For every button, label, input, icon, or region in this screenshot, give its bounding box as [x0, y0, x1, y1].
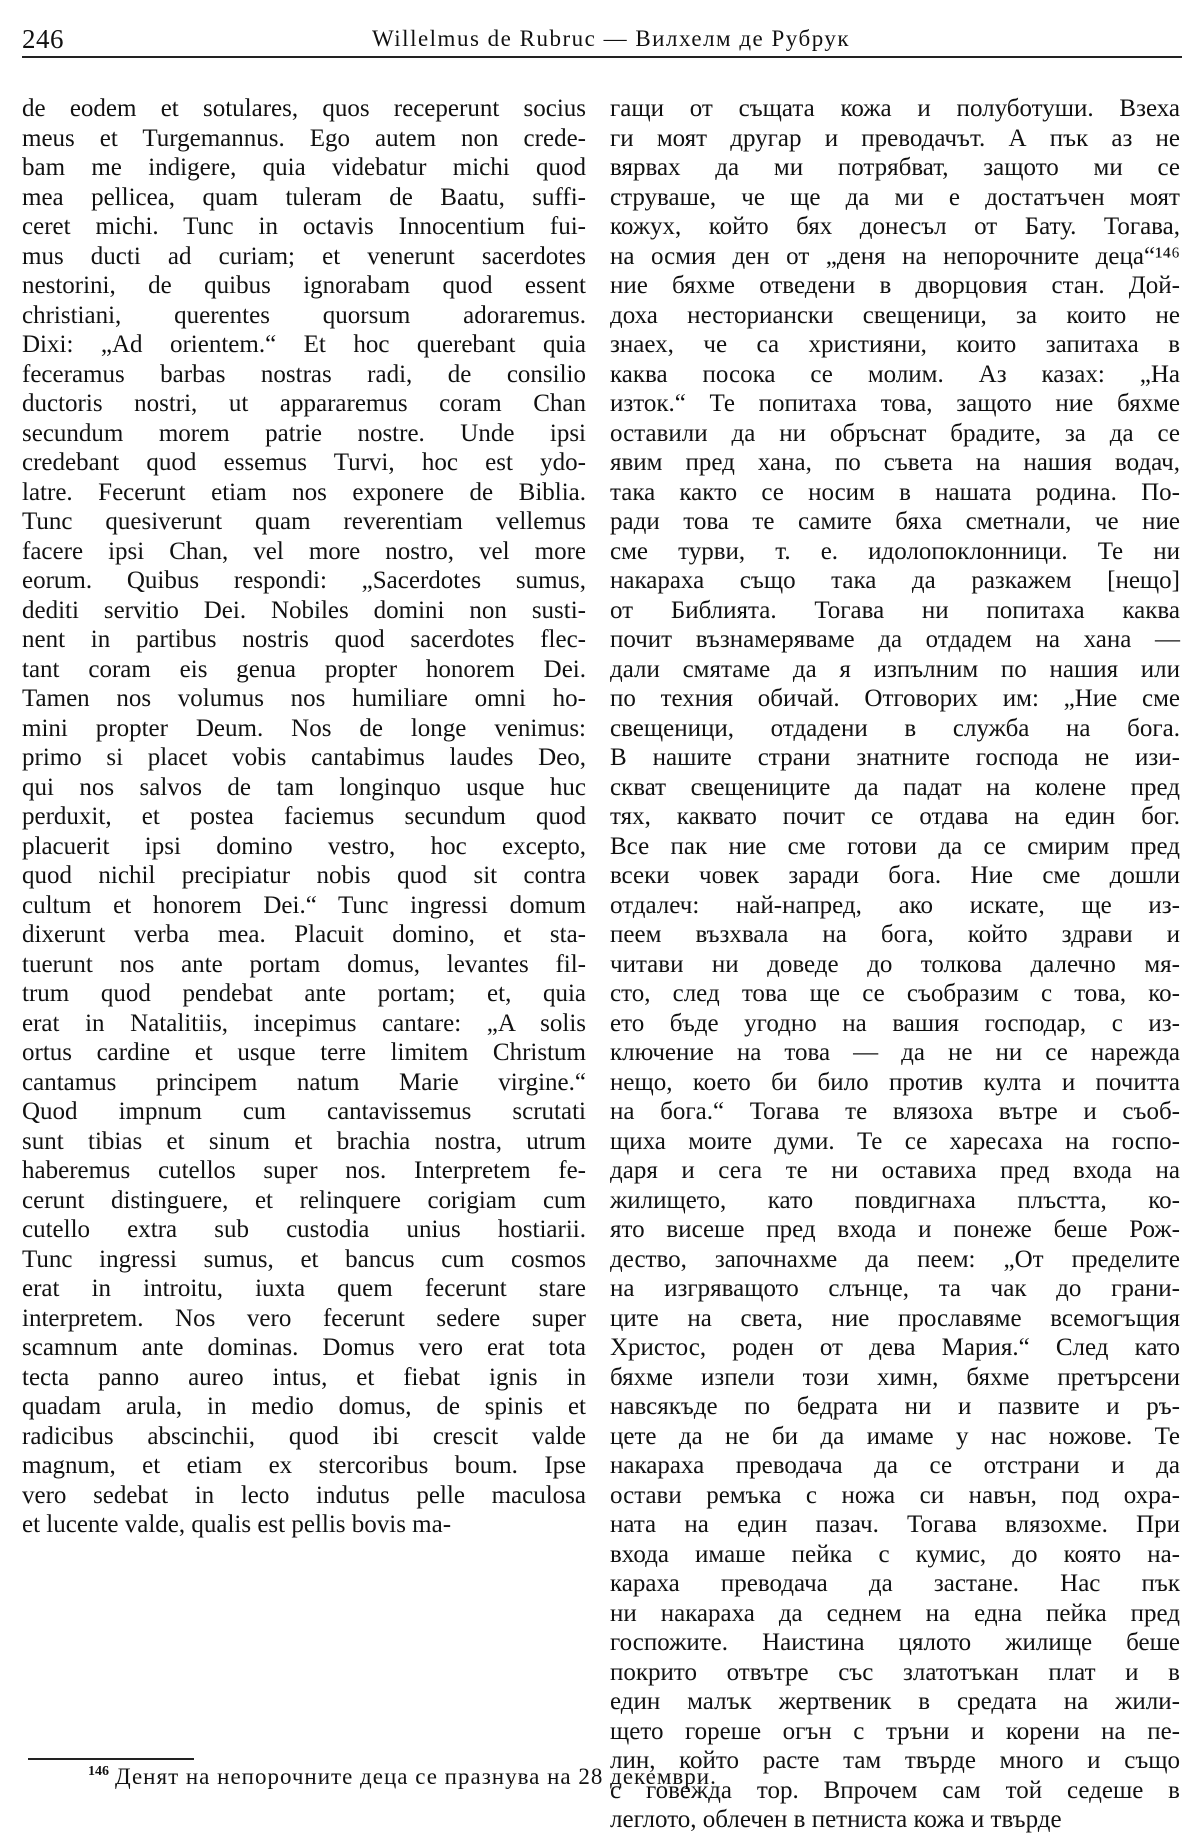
- text-line: bam me indigere, quia videbatur michi quod: [22, 154, 586, 181]
- text-line: даря и сега те ни оставиха пред входа на: [610, 1157, 1180, 1184]
- text-line: свещеници, отдадени в служба на бога.: [610, 714, 1180, 742]
- text-line: radicibus abscinchii, quod ibi crescit valde: [22, 1422, 586, 1450]
- text-line: щето гореше огън с тръни и корени на пе-: [610, 1717, 1180, 1745]
- text-line: В нашите страни знатните господа не изи-: [610, 744, 1180, 771]
- text-line: Tunc quesiverunt quam reverentiam vellemus: [22, 508, 586, 535]
- text-line: навсякъде по бедрата ни и пазвите и ръ-: [610, 1393, 1180, 1420]
- text-line: qui nos salvos de tam longinquo usque huc: [22, 773, 586, 801]
- text-line: от Библията. Тогава ни попитаха каква: [610, 596, 1180, 624]
- text-line: cutello extra sub custodia unius hostiarii.: [22, 1216, 586, 1243]
- text-line: de eodem et sotulares, quos receperunt socius: [22, 95, 586, 122]
- text-line: по техния обичай. Отговорих им: „Ние сме: [610, 685, 1180, 712]
- text-line: струваше, че ще да ми е достатъчен моят: [610, 183, 1180, 211]
- text-line: latre. Fecerunt etiam nos exponere de Biblia.: [22, 478, 586, 506]
- text-line: кожух, който бях донесъл от Бату. Тогава,: [610, 213, 1180, 240]
- text-line: Tunc ingressi sumus, et bancus cum cosmos: [22, 1245, 586, 1273]
- text-line: Все пак ние сме готови да се смирим пред: [610, 832, 1180, 860]
- text-line: каква посока се молим. Аз казах: „На: [610, 360, 1180, 388]
- text-line: vero sedebat in lecto indutus pelle maculosa: [22, 1481, 586, 1509]
- text-line: dediti servitio Dei. Nobiles domini non susti-: [22, 596, 586, 624]
- text-line: бяхме изпели този химн, бяхме претърсени: [610, 1363, 1180, 1391]
- text-line: mini propter Deum. Nos de longe venimus:: [22, 714, 586, 742]
- text-line: така както се носим в нашата родина. По-: [610, 478, 1180, 506]
- text-line: perduxit, et postea faciemus secundum quod: [22, 803, 586, 830]
- text-line: скват свещениците да падат на колене пред: [610, 773, 1180, 801]
- text-line: cerunt distinguere, et relinquere corigiam cum: [22, 1186, 586, 1214]
- footnote-marker: 146: [88, 1764, 109, 1780]
- text-line: meus et Turgemannus. Ego autem non crede-: [22, 124, 586, 152]
- text-line: дество, започнахме да пеем: „От пределите: [610, 1245, 1180, 1273]
- text-line: на изгряващото слънце, та чак до грани-: [610, 1275, 1180, 1302]
- text-line: cultum et honorem Dei.“ Tunc ingressi domum: [22, 891, 586, 919]
- running-title: Willelmus de Rubruc — Вилхелм де Рубрук: [372, 26, 851, 51]
- text-line: ние бяхме отведени в дворцовия стан. Дой-: [610, 272, 1180, 299]
- text-line: feceramus barbas nostras radi, de consilio: [22, 360, 586, 388]
- text-line: erat in Natalitiis, incepimus cantare: „A solis: [22, 1009, 586, 1037]
- footnote-text: Денят на непорочните деца се празнува на 28 декември.: [115, 1764, 717, 1789]
- text-line: ято висеше пред входа и понеже беше Рож-: [610, 1216, 1180, 1243]
- text-line: входа имаше пейка с кумис, до която на-: [610, 1540, 1180, 1568]
- footnote-divider: [28, 1758, 194, 1760]
- text-line: госпожите. Наистина цялото жилище беше: [610, 1629, 1180, 1656]
- text-line: placuerit ipsi domino vestro, hoc excepto,: [22, 832, 586, 860]
- text-line: cantamus principem natum Marie virgine.“: [22, 1068, 586, 1096]
- text-line: sunt tibias et sinum et brachia nostra, utrum: [22, 1127, 586, 1155]
- text-line: tuerunt nos ante portam domus, levantes fil-: [22, 950, 586, 978]
- text-line: interpretem. Nos vero fecerunt sedere super: [22, 1304, 586, 1332]
- text-line: покрито отвътре със златотъкан плат и в: [610, 1658, 1180, 1686]
- text-line: Dixi: „Ad orientem.“ Et hoc querebant quia: [22, 331, 586, 358]
- text-line: Христос, роден от дева Мария.“ След като: [610, 1334, 1180, 1361]
- text-line: et lucente valde, qualis est pellis bovis ma-: [22, 1511, 452, 1538]
- text-line: пеем възхвала на бога, който здрави и: [610, 921, 1180, 948]
- text-line: изток.“ Те попитаха това, защото ние бяхме: [610, 390, 1180, 417]
- text-line: леглото, облечен в петниста кожа и твърде: [610, 1806, 1062, 1833]
- text-line: цете да не би да имаме у нас ножове. Те: [610, 1422, 1180, 1450]
- text-line: гащи от същата кожа и полуботуши. Взеха: [610, 95, 1180, 122]
- text-line: ключение на това — да не ни се нарежда: [610, 1039, 1180, 1066]
- text-line: christiani, querentes quorsum adoraremus.: [22, 301, 586, 329]
- text-line: credebant quod essemus Turvi, hoc est ydo-: [22, 449, 586, 476]
- latin-text-column: [22, 94, 586, 1540]
- bulgarian-text-column: [610, 94, 1180, 1835]
- text-line: ради това те самите бяха сметнали, че ние: [610, 508, 1180, 535]
- text-line: ето бъде угодно на вашия господар, с из-: [610, 1009, 1180, 1037]
- text-line: secundum morem patrie nostre. Unde ipsi: [22, 419, 586, 447]
- text-line: nestorini, de quibus ignorabam quod essent: [22, 272, 586, 299]
- text-line: накараха преводача да се отстрани и да: [610, 1452, 1180, 1479]
- text-line: накараха също така да разкажем [нещо]: [610, 567, 1180, 594]
- text-line: haberemus cutellos super nos. Interpretem fe-: [22, 1157, 586, 1184]
- text-line: всеки човек заради бога. Ние сме дошли: [610, 862, 1180, 889]
- text-line: ductoris nostri, ut appararemus coram Chan: [22, 390, 586, 417]
- page-header: [22, 18, 1182, 58]
- text-line: magnum, et etiam ex stercoribus boum. Ipse: [22, 1452, 586, 1479]
- text-line: дали смятаме да я изпълним по нашия или: [610, 655, 1180, 683]
- text-line: eorum. Quibus respondi: „Sacerdotes sumus,: [22, 567, 586, 594]
- text-line: на осмия ден от „деня на непорочните деца“¹⁴⁶: [610, 242, 1180, 270]
- text-line: на бога.“ Тогава те влязоха вътре и съоб-: [610, 1098, 1180, 1125]
- text-line: с говежда тор. Впрочем сам той седеше в: [610, 1776, 1180, 1804]
- text-line: scamnum ante dominas. Domus vero erat tota: [22, 1334, 586, 1361]
- text-line: доха несториански свещеници, за които не: [610, 301, 1180, 329]
- text-line: сто, след това ще се съобразим с това, ко-: [610, 980, 1180, 1007]
- footnote: [88, 1764, 717, 1790]
- text-line: quadam arula, in medio domus, de spinis et: [22, 1393, 586, 1420]
- text-line: отдалеч: най-напред, ако искате, ще из-: [610, 891, 1180, 919]
- text-line: Tamen nos volumus nos humiliare omni ho-: [22, 685, 586, 712]
- text-line: mea pellicea, quam tuleram de Baatu, suffi-: [22, 183, 586, 211]
- page-number: 246: [22, 24, 64, 54]
- text-line: нещо, което би било против култа и почитта: [610, 1068, 1180, 1096]
- text-line: Quod impnum cum cantavissemus scrutati: [22, 1098, 586, 1125]
- text-line: ги моят другар и преводачът. А пък аз не: [610, 124, 1180, 152]
- text-line: ни накараха да седнем на една пейка пред: [610, 1599, 1180, 1627]
- text-line: почит възнамеряваме да отдадем на хана —: [610, 626, 1180, 653]
- text-line: щиха моите думи. Те се харесаха на госпо-: [610, 1127, 1180, 1155]
- text-line: ната на един пазач. Тогава влязохме. При: [610, 1511, 1180, 1538]
- text-line: tant coram eis genua propter honorem Dei.: [22, 655, 586, 683]
- text-line: primo si placet vobis cantabimus laudes Deo,: [22, 744, 586, 771]
- text-line: trum quod pendebat ante portam; et, quia: [22, 980, 586, 1007]
- text-line: явим пред хана, по съвета на нашия водач,: [610, 449, 1180, 476]
- text-line: facere ipsi Chan, vel more nostro, vel more: [22, 537, 586, 565]
- text-line: оставили да ни обръснат брадите, за да се: [610, 419, 1180, 447]
- text-line: един малък жертвеник в средата на жили-: [610, 1688, 1180, 1715]
- text-line: mus ducti ad curiam; et venerunt sacerdotes: [22, 242, 586, 270]
- text-line: жилището, като повдигнаха плъстта, ко-: [610, 1186, 1180, 1214]
- text-line: знаех, че са християни, които запитаха в: [610, 331, 1180, 358]
- text-line: лин, който расте там твърде много и също: [610, 1747, 1180, 1774]
- text-line: dixerunt verba mea. Placuit domino, et sta-: [22, 921, 586, 948]
- text-line: сме турви, т. е. идолопоклонници. Те ни: [610, 537, 1180, 565]
- text-line: quod nichil precipiatur nobis quod sit contra: [22, 862, 586, 889]
- text-line: караха преводача да застане. Нас пък: [610, 1570, 1180, 1597]
- text-line: ците на света, ние прославяме всемогъщия: [610, 1304, 1180, 1332]
- text-line: остави ремъка с ножа си навън, под охра-: [610, 1481, 1180, 1509]
- text-line: nent in partibus nostris quod sacerdotes flec-: [22, 626, 586, 653]
- text-line: ortus cardine et usque terre limitem Christum: [22, 1039, 586, 1066]
- text-line: ceret michi. Tunc in octavis Innocentium fui-: [22, 213, 586, 240]
- text-line: tecta panno aureo intus, et fiebat ignis in: [22, 1363, 586, 1391]
- text-line: читави ни доведе до толкова далечно мя-: [610, 950, 1180, 978]
- text-line: тях, каквато почит се отдава на един бог.: [610, 803, 1180, 830]
- text-line: erat in introitu, iuxta quem fecerunt stare: [22, 1275, 586, 1302]
- text-line: вярвах да ми потрябват, защото ми се: [610, 154, 1180, 181]
